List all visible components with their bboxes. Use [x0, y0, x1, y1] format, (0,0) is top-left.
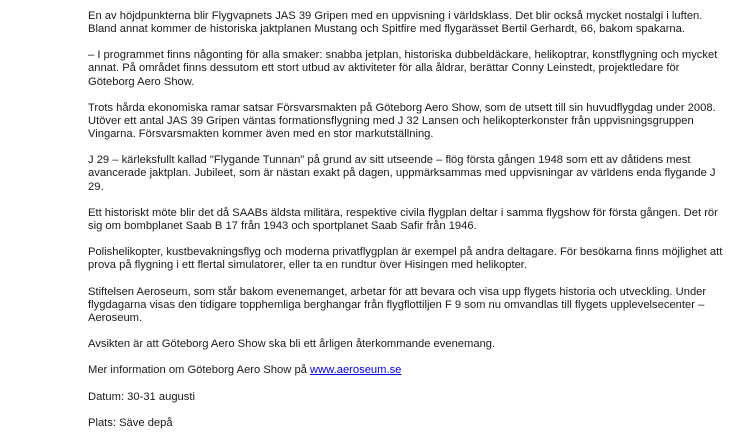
aeroseum-link[interactable]: www.aeroseum.se: [310, 364, 402, 377]
paragraph-program-quote: – I programmet finns någonting för alla smaker: snabba jetplan, historiska dubbeldäckare, helikoptrar, konstflygning och mycket annat. På området finns dessutom ett stort utbud av aktiviteter för alla åldrar, berättar Conny Leinstedt, projektledare för Göteborg Aero Show.: [88, 49, 718, 88]
event-place: Plats: Säve depå: [88, 416, 173, 429]
press-release-body: [88, 10, 728, 443]
paragraph-aeroseum: Stiftelsen Aeroseum, som står bakom evenemanget, arbetar för att bevara och visa upp flygets historia och utveckling. Under flygdagarna visas den tidigare topphemliga berghangar från flygflottiljen F 9 som nu omvandlas till flygets upplevelsecenter – Aeroseum.: [88, 285, 707, 324]
paragraph-other-participants: Polishelikopter, kustbevakningsflyg och moderna privatflygplan är exempel på andra deltagare. För besökarna finns möjlighet att prova på flygning i ett flertal simulatorer, eller ta en rundtur över Hisingen med helikopter.: [88, 246, 723, 272]
paragraph-forsvarsmakten: Trots hårda ekonomiska ramar satsar Försvarsmakten på Göteborg Aero Show, som de utsett till sin huvudflygdag under 2008. Utöver ett antal JAS 39 Gripen väntas formationsflygning med J 32 Lansen och helikopterkonster från uppvisningsgruppen Vingarna. Försvarsmakten kommer även med en stor markutställning.: [88, 101, 716, 141]
more-info-text: Mer information om Göteborg Aero Show på: [88, 364, 310, 377]
paragraph-annual-event: Avsikten är att Göteborg Aero Show ska bli ett årligen återkommande evenemang.: [88, 338, 496, 350]
more-info-line: [88, 364, 728, 377]
paragraph-gripen: En av höjdpunkterna blir Flygvapnets JAS 39 Gripen med en uppvisning i världsklass. Det blir också mycket nostalgi i luften. Bland annat kommer de historiska jaktplanen Mustang och Spitfire med flygarässet Bertil Gerhardt, 66, bakom spakarna.: [88, 10, 703, 36]
event-date: Datum: 30-31 augusti: [88, 390, 195, 403]
paragraph-saab-historic: Ett historiskt möte blir det då SAABs äldsta militära, respektive civila flygplan deltar i samma flygshow för första gången. Det rör sig om bombplanet Saab B 17 från 1943 och sportplanet Saab Safir från 1946.: [88, 206, 718, 232]
paragraph-j29: J 29 – kärleksfullt kallad "Flygande Tunnan" på grund av sitt utseende – flög första gången 1948 som ett av dåtidens mest avancerade jaktplan. Jubileet, som är nästan exakt på dagen, uppmärksammas med uppvisningar av världens enda flygande J 29.: [88, 154, 716, 193]
